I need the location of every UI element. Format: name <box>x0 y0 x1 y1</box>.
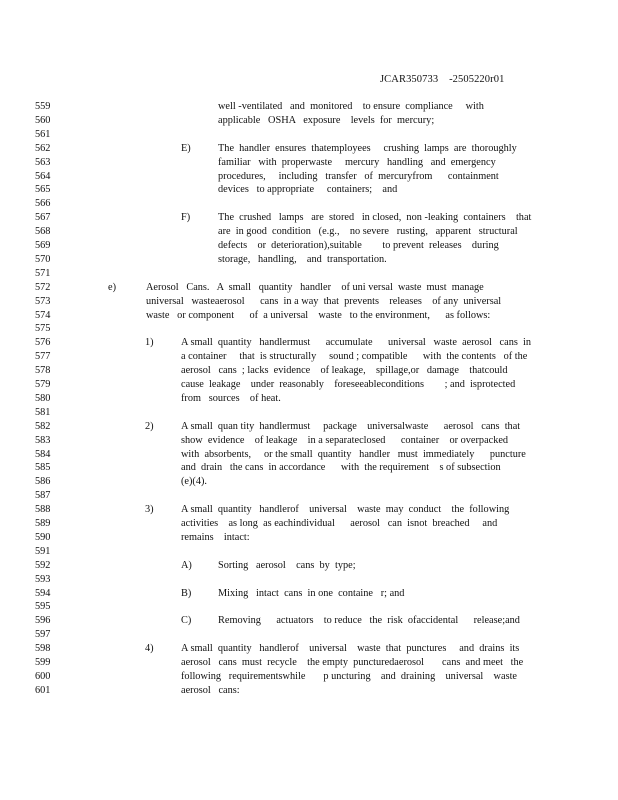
line-number: 581 <box>35 406 51 418</box>
line-text: The crushed lamps are stored in closed, non -leaking containers that <box>218 212 532 224</box>
line-number: 590 <box>35 531 51 543</box>
document-line <box>0 461 618 475</box>
item-label: C) <box>181 615 192 627</box>
document-line <box>0 170 618 184</box>
line-text: aerosol cans must recycle the empty puncturedaerosol cans and meet the <box>181 657 524 668</box>
line-text: waste or component of a universal waste to the environment, as follows: <box>146 309 491 321</box>
document-line <box>0 364 618 378</box>
line-number: 578 <box>35 365 51 377</box>
item-label: 2) <box>145 420 154 432</box>
line-number: 593 <box>35 573 51 585</box>
line-text: universal wasteaerosol cans in a way that prevents releases of any universal <box>146 295 502 307</box>
document-line <box>0 587 618 601</box>
line-text: show evidence of leakage in a separateclosed container or overpacked <box>181 434 509 446</box>
line-text: Mixing intact cans in one containe r; and <box>218 587 405 599</box>
line-text: The handler ensures thatemployees crushing lamps are thoroughly <box>218 142 517 154</box>
line-text: storage, handling, and transportation. <box>218 253 387 265</box>
line-number: 596 <box>35 615 51 627</box>
line-number: 597 <box>35 629 51 641</box>
document-line <box>0 156 618 170</box>
line-number: 592 <box>35 559 51 571</box>
line-text: from sources of heat. <box>181 392 281 404</box>
line-number: 594 <box>35 587 51 599</box>
document-line <box>0 183 618 197</box>
line-number: 595 <box>35 601 51 613</box>
line-number: 564 <box>35 170 51 182</box>
document-line <box>0 517 618 531</box>
line-number: 588 <box>35 504 51 516</box>
line-number: 568 <box>35 226 51 238</box>
line-number: 577 <box>35 351 51 363</box>
document-line <box>0 475 618 489</box>
line-number: 571 <box>35 267 51 279</box>
line-text: devices to appropriate containers; and <box>218 184 398 196</box>
document-line <box>0 114 618 128</box>
line-number: 599 <box>35 657 51 668</box>
line-number: 601 <box>35 684 51 696</box>
line-number: 589 <box>35 518 51 529</box>
line-text: aerosol cans ; lacks evidence of leakage, spillage,or damage thatcould <box>181 365 508 377</box>
line-number: 562 <box>35 142 51 154</box>
line-number: 559 <box>35 101 51 112</box>
line-text: following requirementswhile p uncturing and draining universal waste <box>181 670 518 682</box>
line-number: 583 <box>35 434 51 446</box>
document-line <box>0 225 618 239</box>
line-number: 584 <box>35 448 51 460</box>
item-label: e) <box>108 281 116 293</box>
line-number: 572 <box>35 281 51 293</box>
line-text: aerosol cans: <box>181 684 240 696</box>
line-number: 585 <box>35 462 51 474</box>
line-number: 576 <box>35 337 51 349</box>
document-line <box>0 503 618 517</box>
document-line <box>0 531 618 545</box>
document-line <box>0 670 618 684</box>
document-line <box>0 392 618 406</box>
document-line <box>0 600 618 614</box>
line-number: 579 <box>35 379 51 390</box>
line-number: 598 <box>35 643 51 655</box>
item-label: B) <box>181 587 192 599</box>
document-line <box>0 378 618 392</box>
line-number: 569 <box>35 240 51 251</box>
document-line <box>0 406 618 420</box>
line-number: 561 <box>35 128 51 140</box>
line-text: A small quan tity handlermust package universalwaste aerosol cans that <box>181 420 521 432</box>
line-number: 573 <box>35 295 51 307</box>
item-label: 4) <box>145 643 154 655</box>
line-text: (e)(4). <box>181 476 208 488</box>
line-text: A small quantity handlerof universal waste may conduct the following <box>181 504 510 516</box>
line-number: 567 <box>35 212 51 224</box>
line-text: Removing actuators to reduce the risk ofaccidental release;and <box>218 615 520 627</box>
document-line <box>0 434 618 448</box>
document-line <box>0 281 618 295</box>
document-line <box>0 420 618 434</box>
line-number: 582 <box>35 420 51 432</box>
item-label: 1) <box>145 337 154 349</box>
document-line <box>0 295 618 309</box>
line-number: 566 <box>35 198 51 210</box>
line-text: a container that is structurally sound ; compatible with the contents of the <box>181 351 528 363</box>
document-line <box>0 684 618 698</box>
document-line <box>0 350 618 364</box>
line-text: with absorbents, or the small quantity handler must immediately puncture <box>181 448 526 460</box>
document-line <box>0 336 618 350</box>
line-text: A small quantity handlerof universal waste that punctures and drains its <box>181 643 520 655</box>
document-line <box>0 559 618 573</box>
line-number: 580 <box>35 392 51 404</box>
document-line <box>0 489 618 503</box>
document-id-header: JCAR350733 -2505220r01 <box>380 74 505 85</box>
line-number: 560 <box>35 114 51 126</box>
line-number: 574 <box>35 309 51 321</box>
line-number: 565 <box>35 184 51 196</box>
line-text: familiar with properwaste mercury handling and emergency <box>218 156 496 168</box>
line-text: well -ventilated and monitored to ensure compliance with <box>218 101 484 112</box>
item-label: F) <box>181 212 191 224</box>
document-line <box>0 267 618 281</box>
line-number: 600 <box>35 670 51 682</box>
document-line <box>0 253 618 267</box>
line-text: and drain the cans in accordance with the requirement s of subsection <box>181 462 501 474</box>
line-number: 587 <box>35 490 51 502</box>
line-text: A small quantity handlermust accumulate universal waste aerosol cans in <box>181 337 532 349</box>
line-number: 563 <box>35 156 51 168</box>
line-number: 570 <box>35 253 51 265</box>
line-number: 586 <box>35 476 51 488</box>
line-text: Sorting aerosol cans by type; <box>218 559 356 571</box>
line-text: applicable OSHA exposure levels for mercury; <box>218 114 435 126</box>
document-line <box>0 545 618 559</box>
line-number: 575 <box>35 323 51 335</box>
line-text: defects or deterioration),suitable to prevent releases during <box>218 240 499 251</box>
document-line <box>0 239 618 253</box>
document-line <box>0 656 618 670</box>
document-line <box>0 128 618 142</box>
document-line <box>0 309 618 323</box>
item-label: 3) <box>145 504 154 516</box>
document-line <box>0 628 618 642</box>
line-text: activities as long as eachindividual aerosol can isnot breached and <box>181 518 498 529</box>
document-line <box>0 142 618 156</box>
document-line <box>0 614 618 628</box>
line-text: remains intact: <box>181 531 250 543</box>
line-text: procedures, including transfer of mercuryfrom containment <box>218 170 499 182</box>
line-text: Aerosol Cans. A small quantity handler of uni versal waste must manage <box>146 281 484 293</box>
item-label: A) <box>181 559 192 571</box>
document-line <box>0 211 618 225</box>
document-line <box>0 448 618 462</box>
document-line <box>0 642 618 656</box>
line-text: cause leakage under reasonably foreseeableconditions ; and isprotected <box>181 379 516 390</box>
item-label: E) <box>181 142 191 154</box>
document-line <box>0 197 618 211</box>
document-line <box>0 573 618 587</box>
line-number: 591 <box>35 545 51 557</box>
document-line <box>0 100 618 114</box>
line-text: are in good condition (e.g., no severe rusting, apparent structural <box>218 226 518 238</box>
document-line <box>0 322 618 336</box>
